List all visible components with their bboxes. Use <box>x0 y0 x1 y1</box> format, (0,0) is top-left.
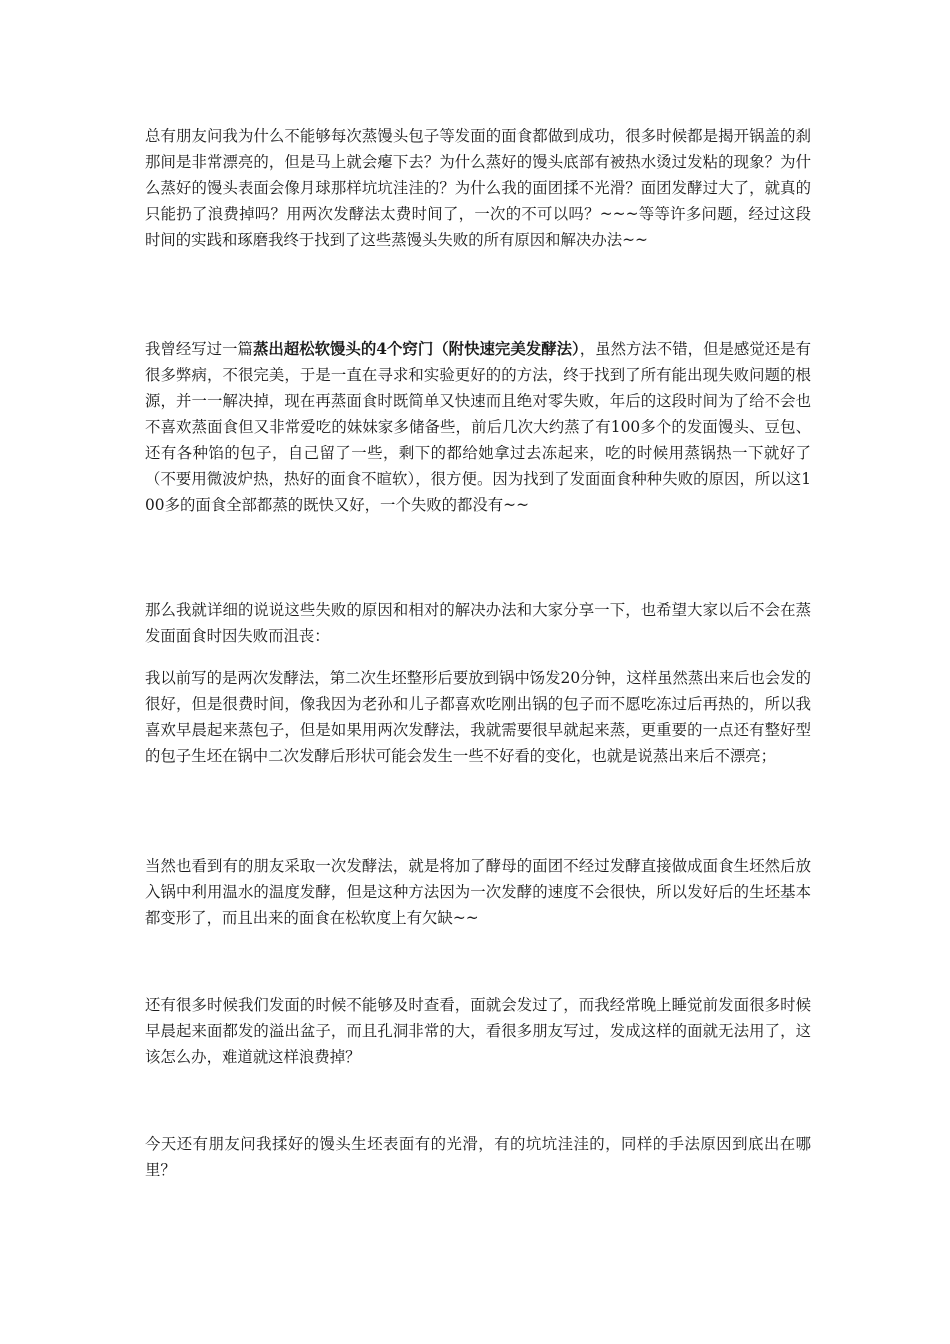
paragraph-text: ，虽然方法不错，但是感觉还是有很多弊病，不很完美，于是一直在寻求和实验更好的的方法，终于找到了所有能出现失败问题的根源，并一一解决掉，现在再蒸面食时既简单又快速而且绝对零失败，年后的这段时间为了给不会也不喜欢蒸面食但又非常爱吃的妹妹家多储备些，前后几次大约蒸了有100多个的发面馒头、豆包、还有各种馅的包子，自己留了一些，剩下的都给她拿过去冻起来，吃的时候用蒸锅热一下就好了（不要用微波炉热，热好的面食不暄软），很方便。因为找到了发面面食种种失败的原因，所以这100多的面食全部都蒸的既快又好，一个失败的都没有~~ <box>145 340 811 514</box>
paragraph-intro: 总有朋友问我为什么不能够每次蒸馒头包子等发面的面食都做到成功，很多时候都是揭开锅盖的刹那间是非常漂亮的，但是马上就会瘪下去？为什么蒸好的馒头底部有被热水烫过发粘的现象？为什么蒸好的馒头表面会像月球那样坑坑洼洼的？为什么我的面团揉不光滑？面团发酵过大了，就真的只能扔了浪费掉吗？用两次发酵法太费时间了，一次的不可以吗？~~~等等许多问题，经过这段时间的实践和琢磨我终于找到了这些蒸馒头失败的所有原因和解决办法~~ <box>145 127 811 249</box>
paragraph-previous-article <box>145 336 811 518</box>
paragraph-one-step-method: 当然也看到有的朋友采取一次发酵法，就是将加了酵母的面团不经过发酵直接做成面食生坯然后放入锅中利用温水的温度发酵，但是这种方法因为一次发酵的速度不会很快，所以发好后的生坯基本都变形了，而且出来的面食在松软度上有欠缺~~ <box>145 857 811 927</box>
paragraph-text: 我曾经写过一篇 <box>145 340 253 358</box>
article-title-bold: 蒸出超松软馒头的4个窍门（附快速完美发酵法） <box>252 340 580 358</box>
paragraph-share-reasons: 那么我就详细的说说这些失败的原因和相对的解决办法和大家分享一下，也希望大家以后不会在蒸发面面食时因失败而沮丧： <box>145 601 811 645</box>
paragraph-over-fermented: 还有很多时候我们发面的时候不能够及时查看，面就会发过了，而我经常晚上睡觉前发面很多时候早晨起来面都发的溢出盆子，而且孔洞非常的大，看很多朋友写过，发成这样的面就无法用了，这该怎么办，难道就这样浪费掉？ <box>145 996 811 1066</box>
paragraph-two-step-method: 我以前写的是两次发酵法，第二次生坯整形后要放到锅中饧发20分钟，这样虽然蒸出来后也会发的很好，但是很费时间，像我因为老孙和儿子都喜欢吃刚出锅的包子而不愿吃冻过后再热的，所以我喜欢早晨起来蒸包子，但是如果用两次发酵法，我就需要很早就起来蒸，更重要的一点还有整好型的包子生坯在锅中二次发酵后形状可能会发生一些不好看的变化，也就是说蒸出来后不漂亮； <box>145 669 811 765</box>
paragraph-surface-question: 今天还有朋友问我揉好的馒头生坯表面有的光滑，有的坑坑洼洼的，同样的手法原因到底出在哪里？ <box>145 1135 811 1179</box>
